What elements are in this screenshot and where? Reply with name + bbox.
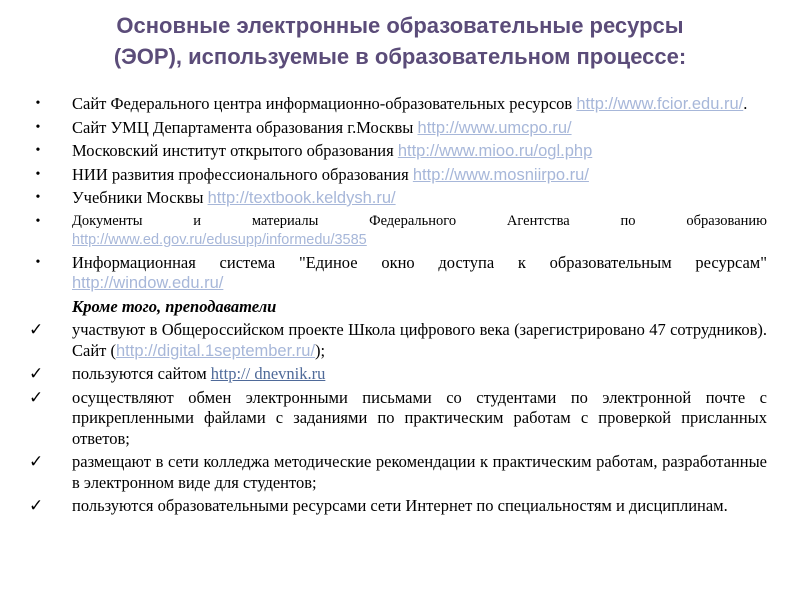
item-text: осуществляют обмен электронными письмами со студентами по электронной почте с прикрепленными файлами с заданиями по практическим работам с проверкой присланных ответов; [72, 387, 767, 448]
bullet-icon: • [35, 190, 41, 205]
bullet-icon: • [35, 254, 41, 270]
item-text: пользуются образовательными ресурсами сети Интернет по специальностям и дисциплинам. [72, 496, 728, 515]
item-text: Сайт Федерального центра информационно-образовательных ресурсов [72, 94, 577, 113]
link-textbook[interactable]: http://textbook.keldysh.ru/ [207, 189, 396, 207]
section-subheading: Кроме того, преподаватели [72, 296, 277, 316]
check-icon: ✓ [29, 320, 44, 340]
list-item-digital [29, 320, 767, 361]
bullet-icon: • [35, 143, 41, 158]
item-text: Учебники Москвы [72, 188, 208, 207]
list-item-internet [29, 496, 767, 517]
link-umcpo[interactable]: http://www.umcpo.ru/ [417, 118, 572, 137]
link-mosniirpo[interactable]: http://www.mosniirpo.ru/ [412, 165, 589, 184]
check-icon: ✓ [29, 452, 44, 472]
bullet-icon: • [35, 213, 41, 229]
title-line-1: Основные электронные образовательные ресурсы [116, 13, 684, 38]
list-item-edgov [35, 212, 767, 250]
link-edgov[interactable]: http://www.ed.gov.ru/edusupp/informedu/3585 [72, 231, 367, 248]
item-text: размещают в сети колледжа методические рекомендации к практическим работам, разработанные в электронном виде для студентов; [72, 452, 767, 492]
check-icon: ✓ [29, 496, 44, 516]
list-item-dnevnik [29, 364, 767, 385]
page-title [40, 10, 760, 72]
item-suffix: ); [315, 340, 326, 360]
item-text: НИИ развития профессионального образования [72, 164, 413, 184]
bullet-icon: • [35, 119, 41, 135]
item-text: Информационная система "Единое окно доступа к образовательным ресурсам" [72, 252, 767, 272]
list-item-email [29, 387, 767, 450]
link-fcior[interactable]: http://www.fcior.edu.ru/ [576, 95, 744, 113]
item-suffix: . [743, 94, 748, 113]
list-item-mosniirpo [35, 164, 767, 186]
link-digital[interactable]: http://digital.1september.ru/ [116, 341, 316, 360]
list-item-window [35, 252, 767, 294]
list-item-umcpo [35, 117, 767, 139]
item-text: участвуют в Общероссийском проекте Школа цифрового века (зарегистрировано 47 сотрудников). Сайт ( [72, 320, 767, 360]
bullet-icon: • [35, 96, 41, 111]
list-item-fcior [35, 94, 767, 115]
list-item-mioo [35, 141, 767, 162]
list-item-methods [29, 452, 767, 493]
check-icon: ✓ [29, 387, 44, 408]
link-window[interactable]: http://window.edu.ru/ [72, 274, 224, 292]
bullet-icon: • [35, 166, 41, 182]
item-text: Сайт УМЦ Департамента образования г.Москвы [72, 117, 418, 137]
title-line-2: (ЭОР), используемые в образовательном процессе: [113, 44, 687, 69]
check-icon: ✓ [29, 364, 44, 384]
item-text: Московский институт открытого образования [72, 141, 398, 160]
link-dnevnik[interactable]: http:// dnevnik.ru [210, 364, 326, 383]
item-text: Документы и материалы Федерального Агентства по образованию [72, 212, 767, 229]
item-text: пользуются сайтом [72, 364, 211, 383]
list-item-textbook [35, 188, 767, 209]
content-list [29, 94, 767, 520]
link-mioo[interactable]: http://www.mioo.ru/ogl.php [397, 142, 593, 160]
